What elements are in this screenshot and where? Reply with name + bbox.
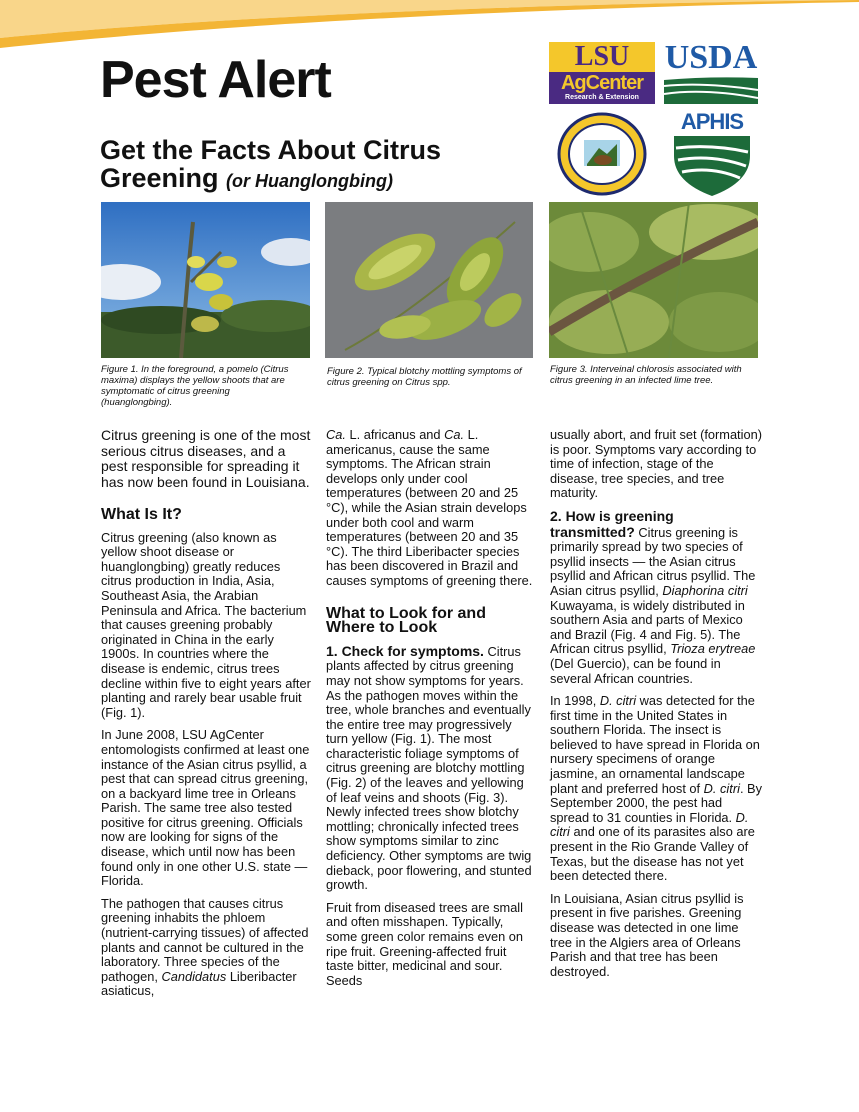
text-run-italic: Ca. [326,427,346,442]
usda-logo [664,40,758,104]
aphis-logo-text: APHIS [680,109,744,134]
intro-paragraph: Citrus greening is one of the most serious citrus diseases, and a pest responsible for spreading it has now been found in Louisiana. [101,427,311,490]
text-run: Kuwayama, is widely distributed in southern Asia and parts of Mexico and Brazil (Fig. 4 and Fig. 5). The African citrus psyllid, [550,597,745,657]
text-run-italic: Candidatus [161,968,227,984]
text-run-italic: Ca. [444,427,465,442]
text-run-italic: D. citri [550,809,749,840]
figure-2-caption: Figure 2. Typical blotchy mottling symptoms of citrus greening on Citrus spp. [327,366,522,388]
text-run: (Del Guercio), can be found in several African countries. [550,655,721,686]
text-run: and one of its parasites also are present in the Rio Grande Valley of Texas, but the disease has not yet been detected there. [550,824,755,884]
paragraph: Citrus greening (also known as yellow shoot disease or huanglongbing) greatly reduces citrus production in India, Asia, Southeast Asia, the Arabian Peninsula and Africa. The bacterium that causes greening probably originated in China in the early 1900s. In countries where the disease is endemic, citrus trees decline within five to eight years after planting and rarely bear usable fruit (Fig. 1). [101,529,311,720]
figure-2-photo [325,202,533,358]
aphis-logo [672,110,752,196]
lsu-logo-bottom: Research & Extension [565,94,639,101]
heading-what-is-it: What Is It? [101,506,182,523]
lsu-logo-mid: AgCenter [560,72,643,94]
aphis-shield-icon [672,134,752,196]
page-subtitle [100,136,520,195]
text-run: Citrus plants affected by citrus greening may not show symptoms for years. As the pathogen moves within the tree, whole branches and eventually the entire tree may progressively turn yellow (Fig. 1). The most characteristic foliage symptoms of citrus greening are blotchy mottling (Fig. 2) of the leaves and yellowing of leaf veins and shoots (Fig. 3). Newly infected trees show blotchy mottling; chronically infected trees show symptoms similar to zinc deficiency. Other symptoms are twig dieback, poor flowering, and stunted growth. [326,643,532,893]
lsu-logo-top: LSU [549,42,655,72]
lsu-agcenter-logo [549,41,655,104]
paragraph: usually abort, and fruit set (formation) is poor. Symptoms vary according to time of infection, stage of the disease, tree species, and tree maturity. [550,427,762,501]
text-run-italic: Trioza erytreae [670,641,756,657]
text-run: Citrus greening is primarily spread by two species of psyllid insects — the Asian citrus psyllid and African citrus psyllid. The Asian citrus psyllid, [550,524,756,598]
text-run: Liberibacter asiaticus, [101,968,297,999]
subtitle-note: (or Huanglongbing) [226,171,394,191]
usda-logo-text: USDA [664,39,758,76]
text-run: L. africanus and [349,427,441,442]
heading-what-to-look-for: What to Look for and Where to Look [326,604,486,637]
text-run: In 1998, [550,693,597,709]
text-run: The pathogen that causes citrus greening inhabits the phloem (nutrient-carrying tissues) of affected plants and cannot be cultured in the laboratory. Three species of the pathogen, [101,895,309,984]
subheading-check-symptoms: 1. Check for symptoms. [326,642,484,659]
column-3 [550,428,762,987]
column-1 [101,428,311,1007]
text-run-italic: Diaphorina citri [662,582,748,598]
paragraph: In Louisiana, Asian citrus psyllid is present in five parishes. Greening disease was detected in one lime tree in the Algiers area of Orleans Parish and that tree has been destroyed. [550,890,744,979]
figure-1-photo [101,202,310,358]
louisiana-seal-icon [557,112,647,196]
text-run-italic: D. citri [599,693,637,709]
paragraph: Fruit from diseased trees are small and often misshapen. Typically, some green color remains even on ripe fruit. Greening-affected fruit taste bitter, medicinal and sour. Seeds [326,899,524,988]
text-run: L. americanus, cause the same symptoms. The African strain develops only under cool temperatures (between 20 and 25 °C), while the Asian strain develops under both cool and warm temperatures (between 20 and 35 °C). The third Liberibacter species has been discovered in Brazil and causes symptoms of greening there. [326,427,533,588]
paragraph: In June 2008, LSU AgCenter entomologists confirmed at least one instance of the Asian citrus psyllid, a pest that can spread citrus greening, on a backyard lime tree in Orleans Parish. The same tree also tested positive for citrus greening. Officials now are looking for signs of the disease, which until now has been found only in one other U.S. state — Florida. [101,727,310,889]
subtitle-text: Get the Facts About Citrus Greening [100,135,442,193]
text-run: was detected for the first time in the United States in southern Florida. The insect is believed to have spread in Florida on nursery specimens of orange jasmine, an ornamental landscape plant and preferred host of [550,693,760,796]
text-run: . By September 2000, the pest had spread to 31 counties in Florida. [550,780,762,825]
paragraph [326,428,536,589]
usda-logo-fields [664,76,758,104]
paragraph [101,897,311,999]
page-title: Pest Alert [100,51,331,109]
figure-1-caption: Figure 1. In the foreground, a pomelo (Citrus maxima) displays the yellow shoots that are symptomatic of citrus greening (huanglongbing). [101,364,289,408]
figure-3-photo [549,202,758,358]
figure-3-caption: Figure 3. Interveinal chlorosis associated with citrus greening in an infected lime tree. [550,364,742,386]
paragraph [550,694,762,884]
column-2 [326,428,536,996]
subheading-transmission: 2. How is greening transmitted? [550,507,674,540]
text-run-italic: D. citri [703,780,740,796]
